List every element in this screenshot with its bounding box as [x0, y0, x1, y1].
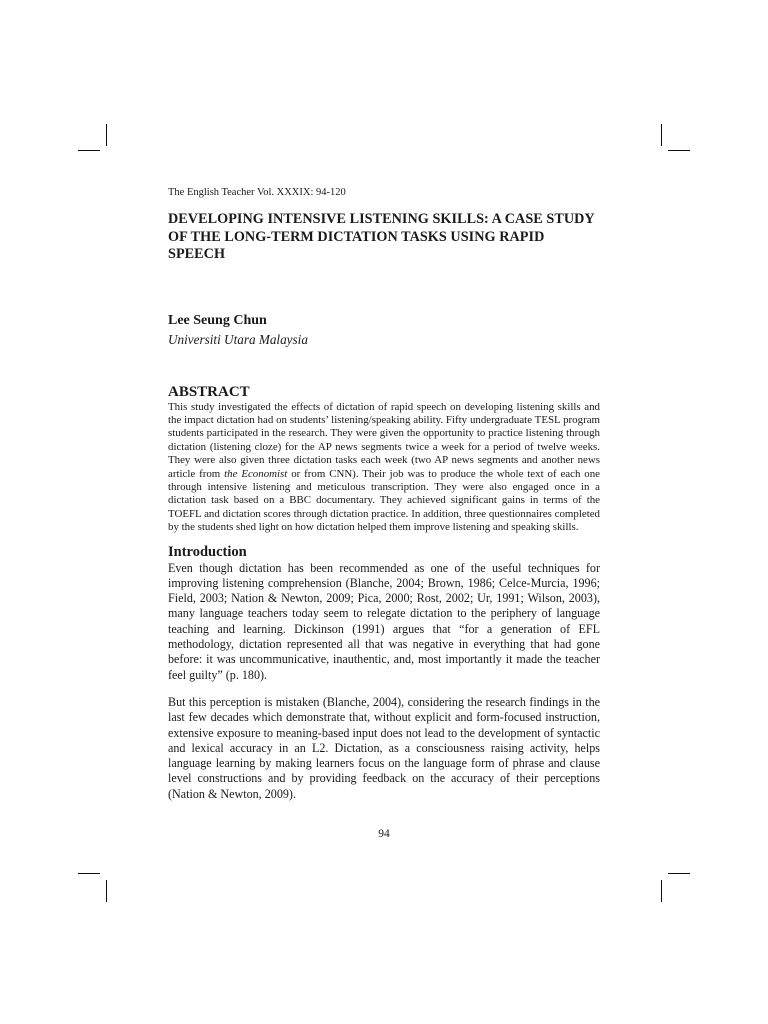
- author-affiliation: Universiti Utara Malaysia: [168, 331, 308, 347]
- abstract-text-part-2: or from CNN). Their job was to produce the whole text of each one through intensive listening and meticulous transcription. They were also engaged once in a dictation task based on a BBC documentary. They achieved significant gains in terms of the TOEFL and dictation scores through dictation practice. In addition, three questionnaires completed by the students shed light on how dictation helped them improve listening and speaking skills.: [168, 467, 600, 534]
- crop-mark-top-left-vertical: [106, 124, 107, 146]
- introduction-paragraph-2: But this perception is mistaken (Blanche, 2004), considering the research findings in the last few decades which demonstrate that, without explicit and form-focused instruction, extensive exposure to meaning-based input does not lead to the development of syntactic and lexical accuracy in an L2. Dictation, as a consciousness raising activity, helps language learning by making learners focus on the language form of phrase and clause level constructions and by providing feedback on the accuracy of their perceptions (Nation & Newton, 2009).: [168, 694, 600, 801]
- crop-mark-bottom-left-horizontal: [78, 873, 100, 874]
- crop-mark-bottom-right-vertical: [661, 880, 662, 902]
- crop-mark-bottom-left-vertical: [106, 880, 107, 902]
- journal-citation: The English Teacher Vol. XXXIX: 94-120: [168, 187, 346, 198]
- article-title: DEVELOPING INTENSIVE LISTENING SKILLS: A CASE STUDY OF THE LONG-TERM DICTATION TASKS USING RAPID SPEECH: [168, 211, 595, 262]
- crop-mark-bottom-right-horizontal: [668, 873, 690, 874]
- page-content: [168, 186, 600, 802]
- author-name: Lee Seung Chun: [168, 312, 267, 328]
- introduction-paragraph-1: Even though dictation has been recommended as one of the useful techniques for improving listening comprehension (Blanche, 2004; Brown, 1986; Celce-Murcia, 1996; Field, 2003; Nation & Newton, 2009; Pica, 2000; Rost, 2002; Ur, 1991; Wilson, 2003), many language teachers today seem to relegate dictation to the periphery of language teaching and learning. Dickinson (1991) argues that “for a generation of EFL methodology, dictation represented all that was negative in everything that had gone before: it was uncommunicative, inauthentic, and, most importantly it made the teacher feel guilty” (p. 180).: [168, 560, 600, 682]
- abstract-text-part-1: This study investigated the effects of dictation of rapid speech on developing listening skills and the impact dictation had on students’ listening/speaking ability. Fifty undergraduate TESL program students participated in the research. They were given the opportunity to practice listening through dictation (listening cloze) for the AP news segments twice a week for a period of twelve weeks. They were also given three dictation tasks each week (two AP news segments and another news article from: [168, 400, 600, 480]
- crop-mark-top-right-horizontal: [668, 150, 690, 151]
- crop-mark-top-left-horizontal: [78, 150, 100, 151]
- introduction-heading: Introduction: [168, 543, 247, 560]
- crop-mark-top-right-vertical: [661, 124, 662, 146]
- abstract-text-italic: the Economist: [224, 467, 288, 480]
- page-number: 94: [378, 828, 390, 840]
- abstract-heading: ABSTRACT: [168, 383, 250, 400]
- abstract-text: [168, 401, 600, 535]
